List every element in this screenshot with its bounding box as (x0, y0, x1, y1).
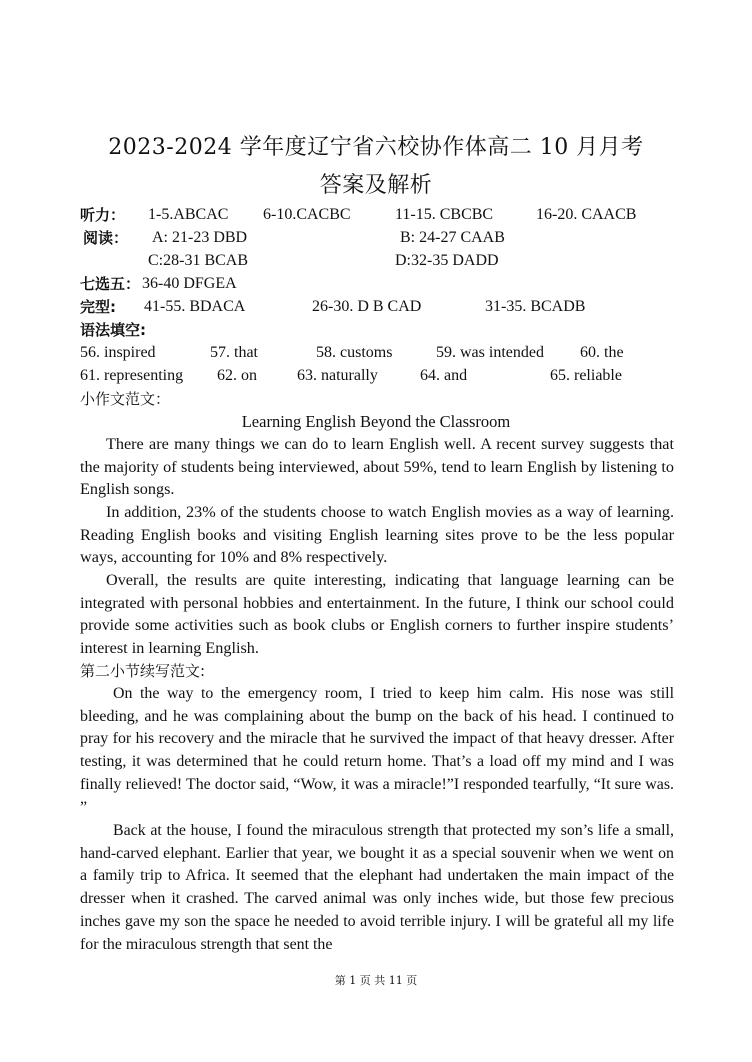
reading-passage-b: B: 24-27 CAAB (400, 229, 505, 246)
grammar-answer: 58. customs (316, 344, 393, 361)
grammar-answer: 60. the (580, 344, 624, 361)
seven-choose-five-label: 七选五： (80, 275, 141, 293)
cloze-group: 26-30. D B CAD (312, 298, 422, 315)
grammar-answer: 56. inspired (80, 344, 156, 361)
listening-group: 1-5.ABCAC (148, 206, 229, 223)
grammar-answer: 65. reliable (550, 367, 622, 384)
page-footer: 第 1 页 共 11 页 (334, 974, 418, 987)
essay-paragraph: Overall, the results are quite interesting, indicating that language learning can be integrated with personal hobbies and entertainment. In the future, I think our school could provide some activities such as book clubs or English corners to further inspire students’ interest in learning English. (80, 571, 674, 658)
continuation-paragraph: On the way to the emergency room, I tried to keep him calm. His nose was still bleeding, and he was complaining about the bump on the back of his head. I continued to pray for his recovery and the miracle that he survived the impact of that heavy dresser. After testing, it was determined that he could return home. That’s a load off my mind and I was finally relieved! The doctor said, “Wow, it was a miracle!”I responded tearfully, “It sure was. ” (80, 685, 674, 816)
essay-paragraph: In addition, 23% of the students choose to watch English movies as a way of learning. Reading English books and visiting English learning sites prove to be the less popular ways, accounting for 10% and 8% respectively. (80, 503, 674, 567)
grammar-answer: 64. and (420, 367, 468, 384)
writing1-heading: 小作文范文： (80, 390, 171, 408)
grammar-answer: 59. was intended (436, 344, 544, 361)
listening-group: 6-10.CACBC (263, 206, 351, 223)
listening-group: 16-20. CAACB (536, 206, 637, 223)
listening-group: 11-15. CBCBC (395, 206, 494, 223)
essay-title: Learning English Beyond the Classroom (241, 412, 511, 431)
grammar-answer: 63. naturally (297, 367, 378, 384)
seven-choose-five-answers: 36-40 DFGEA (142, 275, 237, 292)
cloze-group: 41-55. BDACA (144, 298, 246, 315)
reading-label: 阅读： (83, 229, 129, 247)
document-title: 2023-2024 学年度辽宁省六校协作体高二 10 月月考 (108, 135, 644, 160)
document-subtitle: 答案及解析 (319, 173, 433, 198)
grammar-answer: 57. that (210, 344, 258, 361)
cloze-label: 完型: (80, 298, 116, 316)
grammar-label: 语法填空: (80, 321, 146, 339)
continuation-paragraph: Back at the house, I found the miraculous strength that protected my son’s life a small, hand-carved elephant. Earlier that year, we bought it as a special souvenir when we went on a family trip to Africa. It seemed that the elephant had undertaken the main impact of the dresser when it crashed. The carved animal was only inches wide, but those few precious inches gave my son the space he needed to avoid terrible injury. I will be grateful all my life for the miraculous strength that sent the (80, 822, 674, 953)
grammar-answer: 61. representing (80, 367, 184, 384)
cloze-group: 31-35. BCADB (485, 298, 586, 315)
listening-label: 听力： (80, 206, 126, 224)
grammar-answer: 62. on (217, 367, 257, 384)
writing2-heading: 第二小节续写范文: (80, 662, 206, 680)
essay-paragraph: There are many things we can do to learn English well. A recent survey suggests that the majority of students being interviewed, about 59%, tend to learn English by listening to English songs. (80, 435, 674, 499)
reading-passage-d: D:32-35 DADD (395, 252, 499, 269)
reading-passage-a: A: 21-23 DBD (152, 229, 248, 246)
reading-passage-c: C:28-31 BCAB (148, 252, 249, 269)
